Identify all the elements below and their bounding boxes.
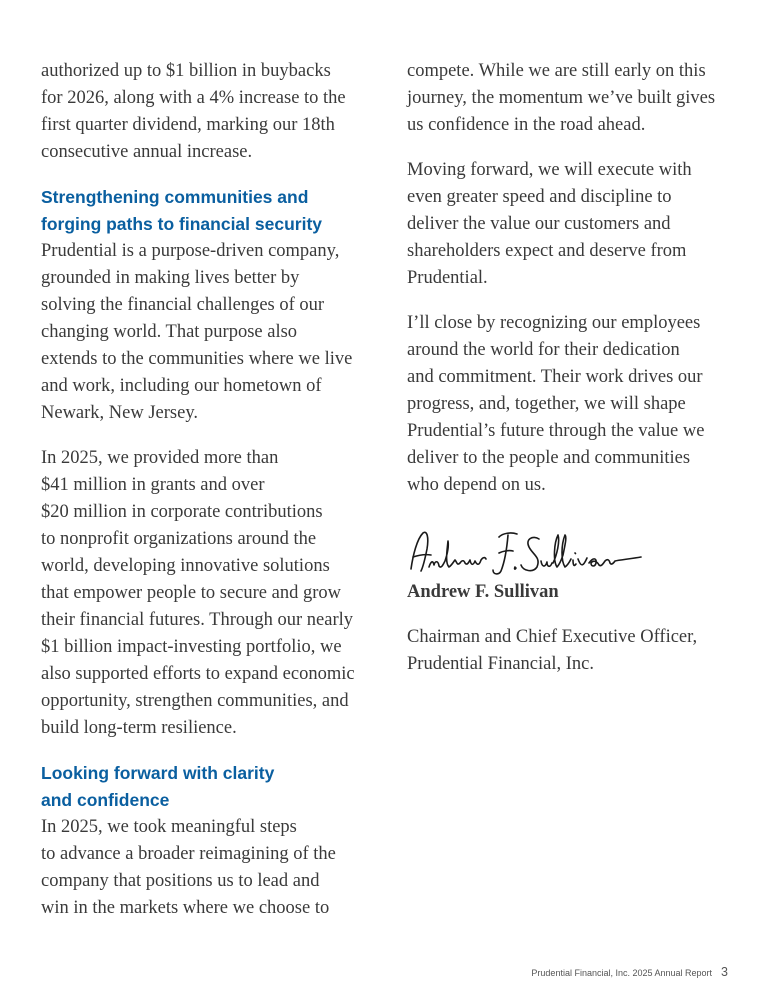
communities-paragraph-1: Prudential is a purpose-driven company, grounded in making lives better by solving the financial challenges of our changing world. That purpose also extends to the communities where we live and work, including our hometown of Newark, New Jersey. — [41, 241, 353, 423]
signature — [407, 527, 737, 579]
left-column — [41, 58, 366, 940]
section-heading-communities: Strengthening communities and forging paths to financial security — [41, 187, 323, 234]
signer-name: Andrew F. Sullivan — [407, 582, 559, 602]
right-column — [407, 58, 737, 696]
right-paragraph-2: Moving forward, we will execute with even greater speed and discipline to deliver the value our customers and shareholders expect and deserve from Prudential. — [407, 160, 692, 288]
forward-paragraph-1: In 2025, we took meaningful steps to advance a broader reimagining of the company that positions us to lead and win in the markets where we choose to — [41, 817, 336, 918]
signer-title: Chairman and Chief Executive Officer, Prudential Financial, Inc. — [407, 627, 698, 674]
section-communities — [41, 184, 366, 427]
section-forward — [41, 760, 366, 922]
page-footer — [531, 965, 728, 979]
footer-report-label: Prudential Financial, Inc. 2025 Annual Report — [531, 968, 713, 978]
section-heading-forward: Looking forward with clarity and confidence — [41, 763, 275, 810]
communities-paragraph-2: In 2025, we provided more than $41 million in grants and over $20 million in corporate contributions to nonprofit organizations around the world, developing innovative solutions that empower people to secure and grow their financial futures. Through our nearly $1 billion impact-investing portfolio, we also supported efforts to expand economic opportunity, strengthen communities, and build long-term resilience. — [41, 448, 355, 738]
right-paragraph-1: compete. While we are still early on this journey, the momentum we’ve built gives us confidence in the road ahead. — [407, 61, 716, 135]
page-number: 3 — [721, 965, 728, 979]
right-paragraph-3: I’ll close by recognizing our employees around the world for their dedication and commitment. Their work drives our progress, and, together, we will shape Prudential’s future through the value we deliver to the people and communities who depend on us. — [407, 313, 705, 495]
intro-paragraph: authorized up to $1 billion in buybacks for 2026, along with a 4% increase to the first quarter dividend, marking our 18th consecutive annual increase. — [41, 61, 346, 162]
signature-image — [407, 527, 647, 579]
